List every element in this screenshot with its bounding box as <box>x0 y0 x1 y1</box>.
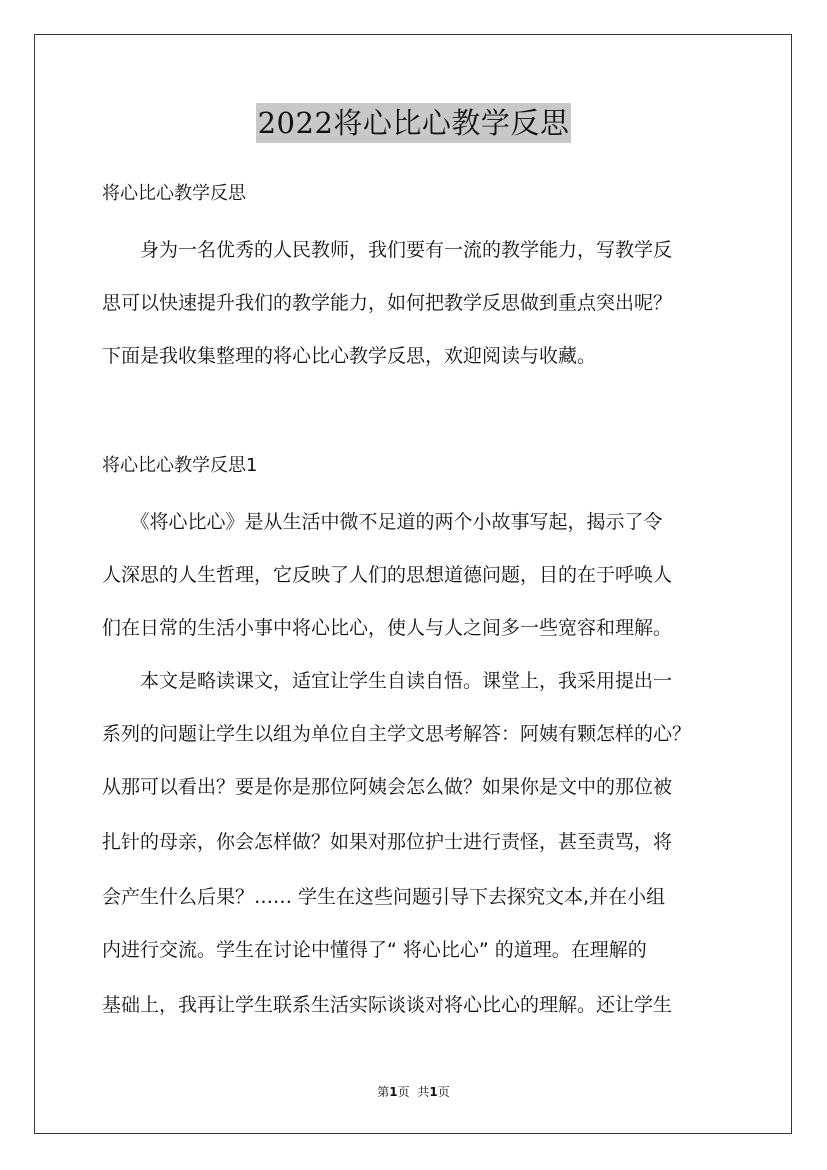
footer-prefix: 第 <box>377 1085 390 1099</box>
footer-total-prefix: 共 <box>417 1085 430 1099</box>
body-line: 本文是略读课文，适宜让学生自读自悟。课堂上，我采用提出一 <box>102 670 673 692</box>
title-container <box>0 103 827 143</box>
body-line: 从那可以看出？要是你是那位阿姨会怎么做？如果你是文中的那位被 <box>102 776 673 798</box>
footer-total-pages: 1 <box>429 1085 438 1099</box>
body-line: 系列的问题让学生以组为单位自主学文思考解答：阿姨有颗怎样的心？ <box>102 723 692 745</box>
intro-line: 思可以快速提升我们的教学能力，如何把教学反思做到重点突出呢？ <box>102 292 673 314</box>
footer-page-unit: 页 <box>397 1085 410 1099</box>
document-title: 2022将心比心教学反思 <box>256 103 572 143</box>
body-line: 扎针的母亲，你会怎样做？如果对那位护士进行责怪，甚至责骂，将 <box>102 831 673 853</box>
body-line: 内进行交流。学生在讨论中懂得了“ 将心比心” 的道理。在理解的 <box>102 939 647 961</box>
document-subtitle: 将心比心教学反思 <box>102 183 246 204</box>
footer-page-number: 1 <box>389 1085 398 1099</box>
body-line: 基础上，我再让学生联系生活实际谈谈对将心比心的理解。还让学生 <box>102 994 673 1016</box>
intro-line: 身为一名优秀的人民教师，我们要有一流的教学能力，写教学反 <box>102 239 673 261</box>
body-line: 《将心比心》是从生活中微不足道的两个小故事写起，揭示了令 <box>102 511 663 533</box>
footer-total-unit: 页 <box>437 1085 450 1099</box>
intro-line: 下面是我收集整理的将心比心教学反思，欢迎阅读与收藏。 <box>102 345 597 367</box>
section-heading: 将心比心教学反思1 <box>102 455 258 476</box>
body-line: 会产生什么后果？…… 学生在这些问题引导下去探究文本,并在小组 <box>102 886 666 908</box>
page-footer <box>0 1083 827 1100</box>
body-line: 们在日常的生活小事中将心比心，使人与人之间多一些宽容和理解。 <box>102 617 673 639</box>
body-line: 人深思的人生哲理，它反映了人们的思想道德问题，目的在于呼唤人 <box>102 564 673 586</box>
